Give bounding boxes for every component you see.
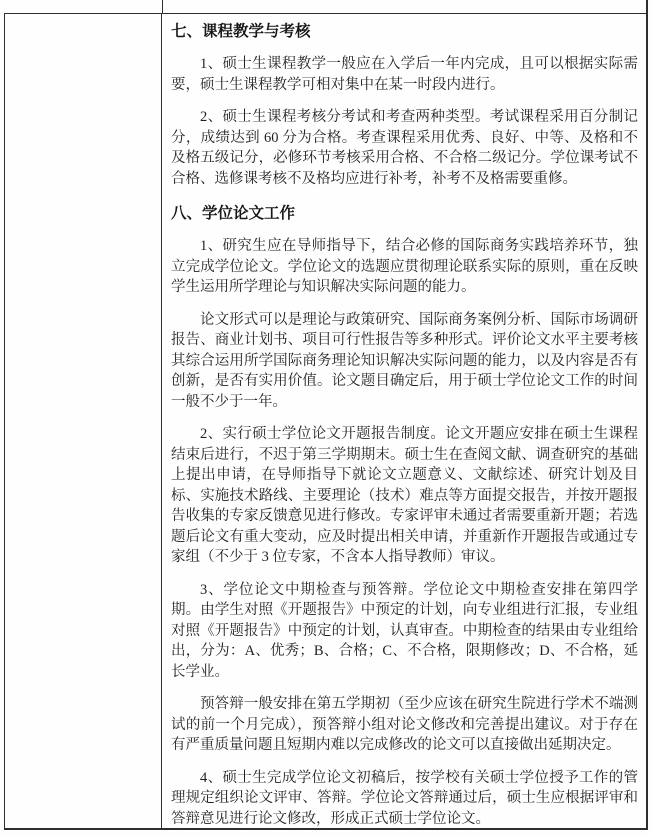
layout-table [4,13,648,830]
paragraph-thesis-4-defense: 4、硕士生完成学位论文初稿后，按学校有关硕士学位授予工作的管理规定组织论文评审、答辩。学位论文答辩通过后，硕士生应根据评审和答辩意见进行论文修改，形成正式硕士学位论文。 [171,769,638,827]
table-left-cell [5,14,162,828]
paragraph-course-1: 1、硕士生课程教学一般应在入学后一年内完成，且可以根据实际需要，硕士生课程教学可相对集中在某一时段内进行。 [171,56,638,93]
paragraph-thesis-1: 1、研究生应在导师指导下，结合必修的国际商务实践培养环节，独立完成学位论文。学位论文的选题应贯彻理论联系实际的原则，重在反映学生运用所学理论与知识解决实际问题的能力。 [171,238,638,295]
paragraph-thesis-3-midterm: 3、学位论文中期检查与预答辩。学位论文中期检查安排在第四学期。由学生对照《开题报告》中预定的计划，向专业组进行汇报，专业组对照《开题报告》中预定的计划，认真审查。中期检查的结果由专业组给出，分为：A、优秀；B、合格；C、不合格，限期修改；D、不合格，延长学业。 [171,581,638,680]
paragraph-thesis-predefense: 预答辩一般安排在第五学期初（至少应该在研究生院进行学术不端测试的前一个月完成），预答辩小组对论文修改和完善提出建议。对于存在有严重质量问题且短期内难以完成修改的论文可以直接做出延期决定。 [171,696,638,753]
section-heading-thesis-work: 八、学位论文工作 [171,205,296,222]
table-content-cell [162,14,646,828]
column-divider-stub [162,0,163,14]
paragraph-thesis-2-proposal: 2、实行硕士学位论文开题报告制度。论文开题应安排在硕士生课程结束后进行，不迟于第三学期期末。硕士生在查阅文献、调查研究的基础上提出申请，在导师指导下就论文立题意义、文献综述、研究计划及目标、实施技术路线、主要理论（技术）难点等方面提交报告，并按开题报告收集的专家反馈意见进行修改。专家评审未通过者需要重新开题；若选题后论文有重大变动，应及时提出相关申请，并重新作开题报告或通过专家组（不少于 3 位专家，不含本人指导教师）审议。 [171,426,638,565]
right-border-stub [646,0,648,14]
paragraph-course-2: 2、硕士生课程考核分考试和考查两种类型。考试课程采用百分制记分，成绩达到 60 分为合格。考查课程采用优秀、良好、中等、及格和不及格五级记分，必修环节考核采用合格、不合格二级记分。学位课考试不合格、选修课考核不及格均应进行补考，补考不及格需要重修。 [171,109,638,187]
section-heading-course-teaching: 七、课程教学与考核 [171,23,311,40]
paragraph-thesis-forms: 论文形式可以是理论与政策研究、国际商务案例分析、国际市场调研报告、商业计划书、项目可行性报告等多种形式。评价论文水平主要考核其综合运用所学国际商务理论知识解决实际问题的能力，以及内容是否有创新，是否有实用价值。论文题目确定后，用于硕士学位论文工作的时间一般不少于一年。 [171,311,638,410]
